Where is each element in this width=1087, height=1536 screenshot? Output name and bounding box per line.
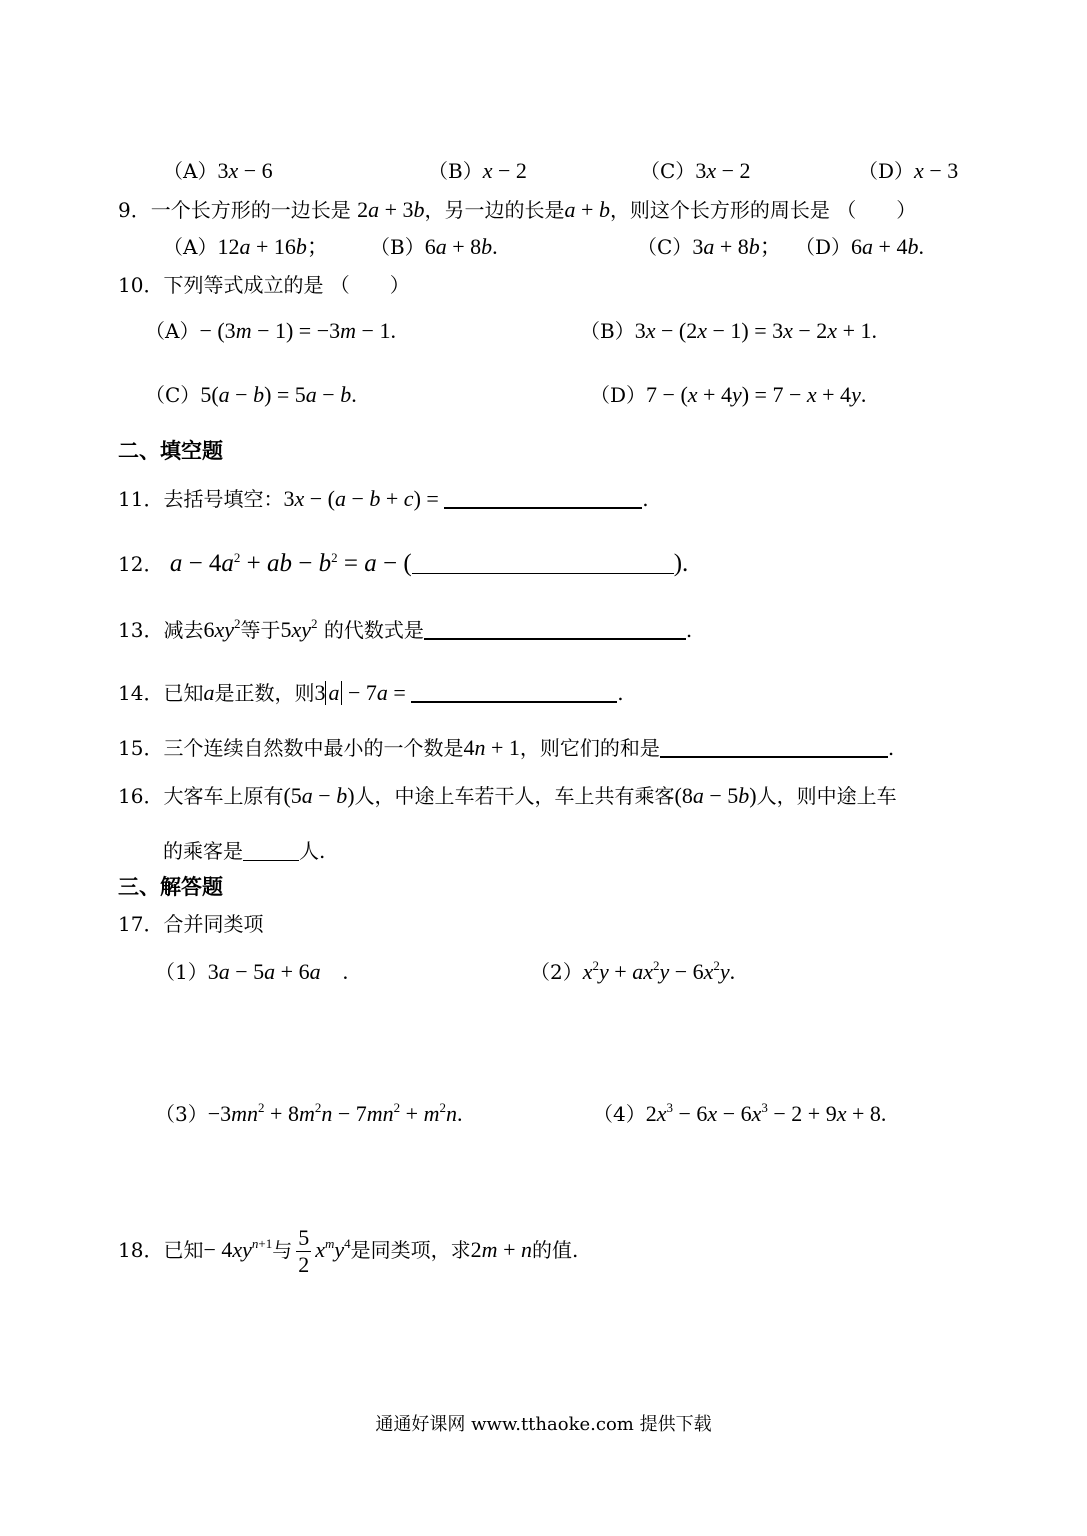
q9-option-a-label: （A） [163, 235, 218, 259]
q10-option-d-label: （D） [590, 383, 647, 407]
q14-text-1: 已知 [163, 681, 204, 705]
q16-text-2: 人，中途上车若干人，车上共有乘客 [354, 784, 675, 808]
q17-part-4-label: （4） [593, 1102, 646, 1126]
question-14: 14．已知a是正数，则3 a − 7a = . [118, 680, 624, 705]
q9-options: （A）12a + 16b； [163, 234, 329, 259]
q16-text-4: 的乘客是 [163, 839, 243, 863]
q16-text-1: 大客车上原有 [163, 784, 284, 808]
q18-number: 18． [118, 1238, 164, 1262]
q17-part-1-label: （1） [155, 960, 208, 984]
question-9: 9．一个长方形的一边长是 2a + 3b，另一边的长是a + b，则这个长方形的周长是 （ ） [118, 197, 917, 222]
q17-part-1: （1）3a − 5a + 6a . [155, 959, 349, 984]
q8-option-a-label: （A） [163, 159, 218, 183]
question-12: 12． $a - 4a^2$ + ab − $b^2 = a$ − ( ). [118, 550, 689, 577]
q8-option-c: （C）3x − 2 [640, 158, 751, 183]
q17-part-3-label: （3） [155, 1102, 208, 1126]
question-15: 15．三个连续自然数中最小的一个数是4n + 1，则它们的和是 . [118, 735, 895, 760]
q17-part-2-label: （2） [530, 960, 583, 984]
q8-option-b-label: （B） [428, 159, 483, 183]
q15-text-2: ，则它们的和是 [519, 736, 660, 760]
q15-number: 15． [118, 736, 164, 760]
question-18: 18．已知− $4xy^{n+1}$与 $\frac{5}{2}$ $x^my^4$是同类项，求2m + n的值. [118, 1225, 579, 1277]
q9-text-3: ，则这个长方形的周长是 （ ） [609, 198, 917, 222]
q8-option-c-label: （C） [640, 159, 696, 183]
q9-option-d: （D）6a + 4b. [795, 234, 924, 259]
q9-number: 9． [118, 198, 151, 222]
q12-answer-blank[interactable] [412, 573, 674, 574]
question-16: 16．大客车上原有(5a − b)人，中途上车若干人，车上共有乘客(8a − 5b)人，则中途上车 [118, 783, 897, 808]
q8-option-d-label: （D） [858, 159, 915, 183]
q14-number: 14． [118, 681, 164, 705]
q13-text-3: 的代数式是 [323, 618, 424, 642]
q12-number: 12． [118, 552, 164, 576]
q10-option-c-label: （C） [145, 383, 201, 407]
q18-text-2: 与 [272, 1238, 293, 1262]
q11-text: 去括号填空： [163, 487, 284, 511]
q14-text-2: 是正数，则 [214, 681, 315, 705]
q15-text-1: 三个连续自然数中最小的一个数是 [163, 736, 464, 760]
q10-option-b-label: （B） [580, 319, 635, 343]
q8-option-b: （B）x − 2 [428, 158, 527, 183]
q9-option-c: （C）3a + 8b； [637, 234, 782, 259]
q9-option-d-label: （D） [795, 235, 852, 259]
q18-text-1: 已知 [163, 1238, 204, 1262]
q16-number: 16． [118, 784, 164, 808]
q13-answer-blank[interactable] [424, 638, 686, 640]
q10-option-b: （B）3x − (2x − 1) = 3x − 2x + 1. [580, 318, 877, 343]
q17-part-2: $(2)x^2y + ax^2y - 6x^2y$. [530, 958, 736, 984]
q18-text-3: 是同类项，求 [350, 1238, 471, 1262]
q17-part-4: $(4)2x^3 - 6x - 6x^3 - 2 + 9x + 8$. [593, 1100, 887, 1126]
q8-options: （A）3x − 6 [163, 158, 273, 183]
section-2-heading: 二、填空题 [118, 438, 223, 463]
q10-text: 下列等式成立的是 （ ） [163, 273, 410, 297]
q9-text-1: 一个长方形的一边长是 [150, 198, 351, 222]
fraction-5-over-2: $\frac{5}{2}$ [298, 1225, 310, 1277]
q15-answer-blank[interactable] [660, 756, 888, 758]
q17-part-3: $(3)-3mn^2 + 8m^2n - 7mn^2 + m^2n$. [155, 1100, 463, 1126]
question-11: 11．去括号填空：3x − (a − b + c) = . [118, 486, 649, 511]
q17-number: 17． [118, 912, 164, 936]
q10-option-a-label: （A） [145, 319, 200, 343]
q10-option-d: （D）7 − (x + 4y) = 7 − x + 4y. [590, 382, 867, 407]
q16-text-5: 人. [299, 839, 326, 863]
question-13: 13．减去$6xy^2$等于$5xy^2$ 的代数式是 . [118, 616, 693, 642]
q9-option-b-label: （B） [370, 235, 425, 259]
q9-text-2: ，另一边的长是 [424, 198, 565, 222]
q13-text-1: 减去 [163, 618, 204, 642]
q17-text: 合并同类项 [163, 912, 264, 936]
q14-answer-blank[interactable] [411, 701, 617, 703]
question-10 [118, 272, 410, 298]
q10-option-c: （C）5(a − b) = 5a − b. [145, 382, 357, 407]
q9-option-c-label: （C） [637, 235, 693, 259]
q13-text-2: 等于 [240, 618, 281, 642]
q18-text-4: 的值. [531, 1238, 579, 1262]
q11-number: 11． [118, 487, 164, 511]
q10-option-a: （A）− (3m − 1) = −3m − 1. [145, 318, 396, 343]
question-16-line-2 [163, 838, 325, 864]
q13-number: 13． [118, 618, 164, 642]
section-3-heading: 三、解答题 [118, 874, 223, 899]
q11-answer-blank[interactable] [444, 507, 642, 509]
q10-number: 10． [118, 273, 164, 297]
q16-answer-blank[interactable] [243, 860, 299, 861]
page-footer: 通通好课网 www.tthaoke.com 提供下载 [375, 1414, 712, 1435]
question-17 [118, 911, 263, 937]
q8-option-d: （D）x − 3 [858, 158, 959, 183]
q16-text-3: 人，则中途上车 [756, 784, 897, 808]
q9-option-b: （B）6a + 8b. [370, 234, 498, 259]
